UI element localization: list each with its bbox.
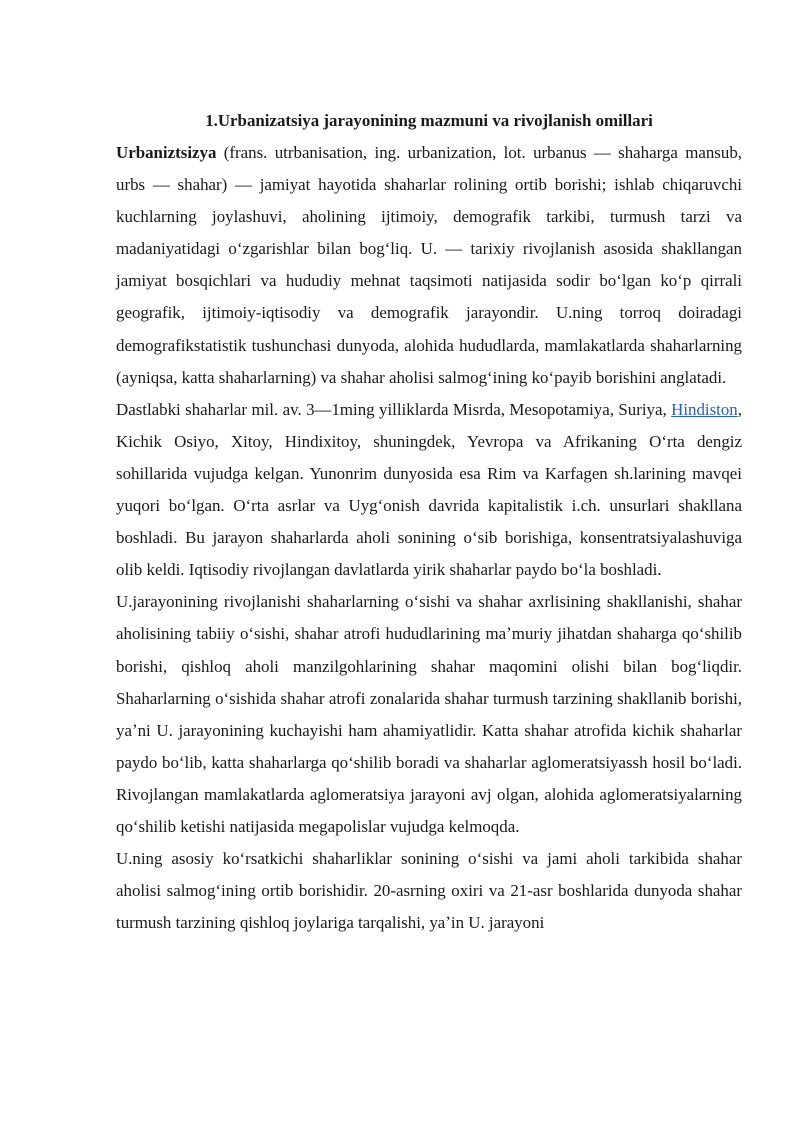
hindiston-link[interactable]: Hindiston bbox=[671, 399, 738, 419]
paragraph-history bbox=[116, 394, 742, 587]
paragraph-definition-text: (frans. utrbanisation, ing. urbanization, lot. urbanus — shaharga mansub, urbs — shahar) — jamiyat hayotida shaharlar rolining ortib borishi; ishlab chiqaruvchi kuchlarning joylashuvi, aholining ijtimoiy, demografik tarkibi, turmush tarzi va madaniyatidagi oʻzgarishlar bilan bogʻliq. U. — tarixiy rivojlanish asosida shakllangan jamiyat bosqichlari va hududiy mehnat taqsimoti natijasida sodir boʻlgan koʻp qirrali geografik, ijtimoiy-iqtisodiy va demografik jarayondir. U.ning torroq doiradagi demografikstatistik tushunchasi dunyoda, alohida hududlarda, mamlakatlarda shaharlarning (ayniqsa, katta shaharlarning) va shahar aholisi salmogʻining koʻpayib borishini anglatadi. bbox=[116, 143, 742, 387]
paragraph-history-text-start: Dastlabki shaharlar mil. av. 3—1ming yilliklarda Misrda, Mesopotamiya, Suriya, bbox=[116, 399, 672, 419]
paragraph-definition bbox=[116, 137, 742, 394]
document-title: 1.Urbanizatsiya jarayonining mazmuni va rivojlanish omillari bbox=[205, 111, 653, 130]
paragraph-indicators: U.ning asosiy koʻrsatkichi shaharliklar sonining oʻsishi va jami aholi tarkibida shahar aholisi salmogʻining ortib borishidir. 20-asrning oxiri va 21-asr boshlarida dunyoda shahar turmush tarzining qishloq joylariga tarqalishi, yaʼin U. jarayoni bbox=[116, 849, 742, 933]
term-urbanizatsiya: Urbaniztsizya bbox=[116, 143, 217, 162]
paragraph-history-text-end: , Kichik Osiyo, Xitoy, Hindixitoy, shuningdek, Yevropa va Afrikaning Oʻrta dengiz sohillarida vujudga kelgan. Yunonrim dunyosida esa Rim va Karfagen sh.larining mavqei yuqori boʻlgan. Oʻrta asrlar va Uygʻonish davrida kapitalistik i.ch. unsurlari shakllana boshladi. Bu jarayon shaharlarda aholi sonining oʻsib borishiga, konsentratsiyalashuviga olib keldi. Iqtisodiy rivojlangan davlatlarda yirik shaharlar paydo boʻla boshladi. bbox=[116, 399, 742, 580]
document-body bbox=[116, 105, 742, 939]
paragraph-development: U.jarayonining rivojlanishi shaharlarning oʻsishi va shahar axrlisining shakllanishi, shahar aholisining tabiiy oʻsishi, shahar atrofi hududlarining maʼmuriy jihatdan shaharga qoʻshilib borishi, qishloq aholi manzilgohlarining shahar maqomini olishi bilan bogʻliqdir. Shaharlarning oʻsishida shahar atrofi zonalarida shahar turmush tarzining shakllanib borishi, yaʼni U. jarayonining kuchayishi ham ahamiyatlidir. Katta shahar atrofida kichik shaharlar paydo boʻlib, katta shaharlarga qoʻshilib boradi va shaharlar aglomeratsiyassh hosil boʻladi. Rivojlangan mamlakatlarda aglomeratsiya jarayoni avj olgan, alohida aglomeratsiyalarning qoʻshilib ketishi natijasida megapolislar vujudga kelmoqda. bbox=[116, 592, 742, 836]
